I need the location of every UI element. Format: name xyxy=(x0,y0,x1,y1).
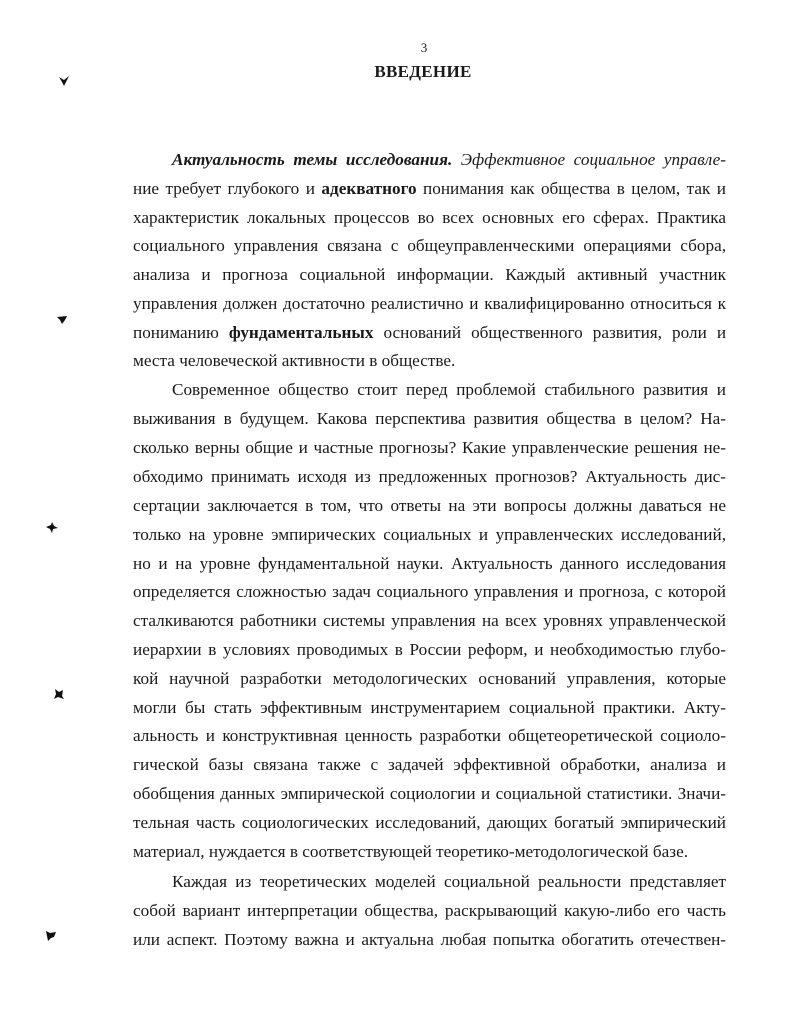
paragraph-2-line-13: альность и конструктивная ценность разработки общетеоретической социоло- xyxy=(133,726,726,745)
paragraph-2-line-12: могли бы стать эффективным инструментарием социальной практики. Акту- xyxy=(133,698,726,717)
paragraph-2-line-1: Современное общество стоит перед проблемой стабильного развития и xyxy=(172,380,726,399)
paragraph-1-line-4: социального управления связана с общеуправленческими операциями сбора, xyxy=(133,236,726,255)
paragraph-1-line-5: анализа и прогноза социальной информации. Каждый активный участник xyxy=(133,265,726,284)
scan-mark-2 xyxy=(56,314,68,326)
paragraph-2-line-4: обходимо принимать исходя из предложенных прогнозов? Актуальность дис- xyxy=(133,467,726,486)
paragraph-2-line-8: определяется сложностью задач социального управления и прогноза, с которой xyxy=(133,582,726,601)
paragraph-2-line-9: сталкиваются работники системы управления на всех уровнях управленческой xyxy=(133,611,726,630)
scan-mark-3 xyxy=(46,522,58,534)
paragraph-1-line-8: места человеческой активности в обществе. xyxy=(133,351,456,370)
paragraph-2-line-15: обобщения данных эмпирической социологии и социальной статистики. Значи- xyxy=(133,784,726,803)
paragraph-2-line-7: но и на уровне фундаментальной науки. Актуальность данного исследования xyxy=(133,554,726,573)
paragraph-2-line-2: выживания в будущем. Какова перспектива развития общества в целом? На- xyxy=(133,409,726,428)
paragraph-2-line-3: сколько верны общие и частные прогнозы? Какие управленческие решения не- xyxy=(133,438,726,457)
paragraph-1-line-7: пониманию фундаментальных оснований общественного развития, роли и xyxy=(133,323,727,342)
paragraph-2-line-11: кой научной разработки методологических оснований управления, которые xyxy=(133,669,726,688)
paragraph-3-line-2: собой вариант интерпретации общества, раскрывающий какую-либо его часть xyxy=(133,901,726,920)
paragraph-2-line-17: материал, нуждается в соответствующей теоретико-методологической базе. xyxy=(133,842,689,861)
paragraph-2-line-6: только на уровне эмпирических социальных и управленческих исследований, xyxy=(133,525,726,544)
paragraph-1-line-3: характеристик локальных процессов во всех основных его сферах. Практика xyxy=(133,208,726,227)
paragraph-2-line-10: иерархии в условиях проводимых в России реформ, и необходимостью глубо- xyxy=(133,640,726,659)
paragraph-1-line-6: управления должен достаточно реалистично и квалифицированно относиться к xyxy=(133,294,726,313)
scan-mark-5 xyxy=(45,930,57,942)
scan-mark-1 xyxy=(58,75,70,87)
paragraph-1-line-2: ние требует глубокого и адекватного понимания как общества в целом, так и xyxy=(133,179,726,198)
paragraph-2-line-5: сертации заключается в том, что ответы на эти вопросы должны даваться не xyxy=(133,496,726,515)
scan-mark-4 xyxy=(53,688,65,700)
paragraph-1-line-1: Актуальность темы исследования. Эффективное социальное управле- xyxy=(172,150,726,169)
paragraph-2-line-14: гической базы связана также с задачей эффективной обработки, анализа и xyxy=(133,755,726,774)
paragraph-2-line-16: тельная часть социологических исследований, дающих богатый эмпирический xyxy=(133,813,726,832)
section-lead: Актуальность темы исследования. xyxy=(172,150,453,169)
page-heading: ВВЕДЕНИЕ xyxy=(374,62,472,81)
page-number: 3 xyxy=(420,40,428,55)
paragraph-3-line-3: или аспект. Поэтому важна и актуальна любая попытка обогатить отечествен- xyxy=(133,930,726,949)
paragraph-3-line-1: Каждая из теоретических моделей социальной реальности представляет xyxy=(172,872,726,891)
